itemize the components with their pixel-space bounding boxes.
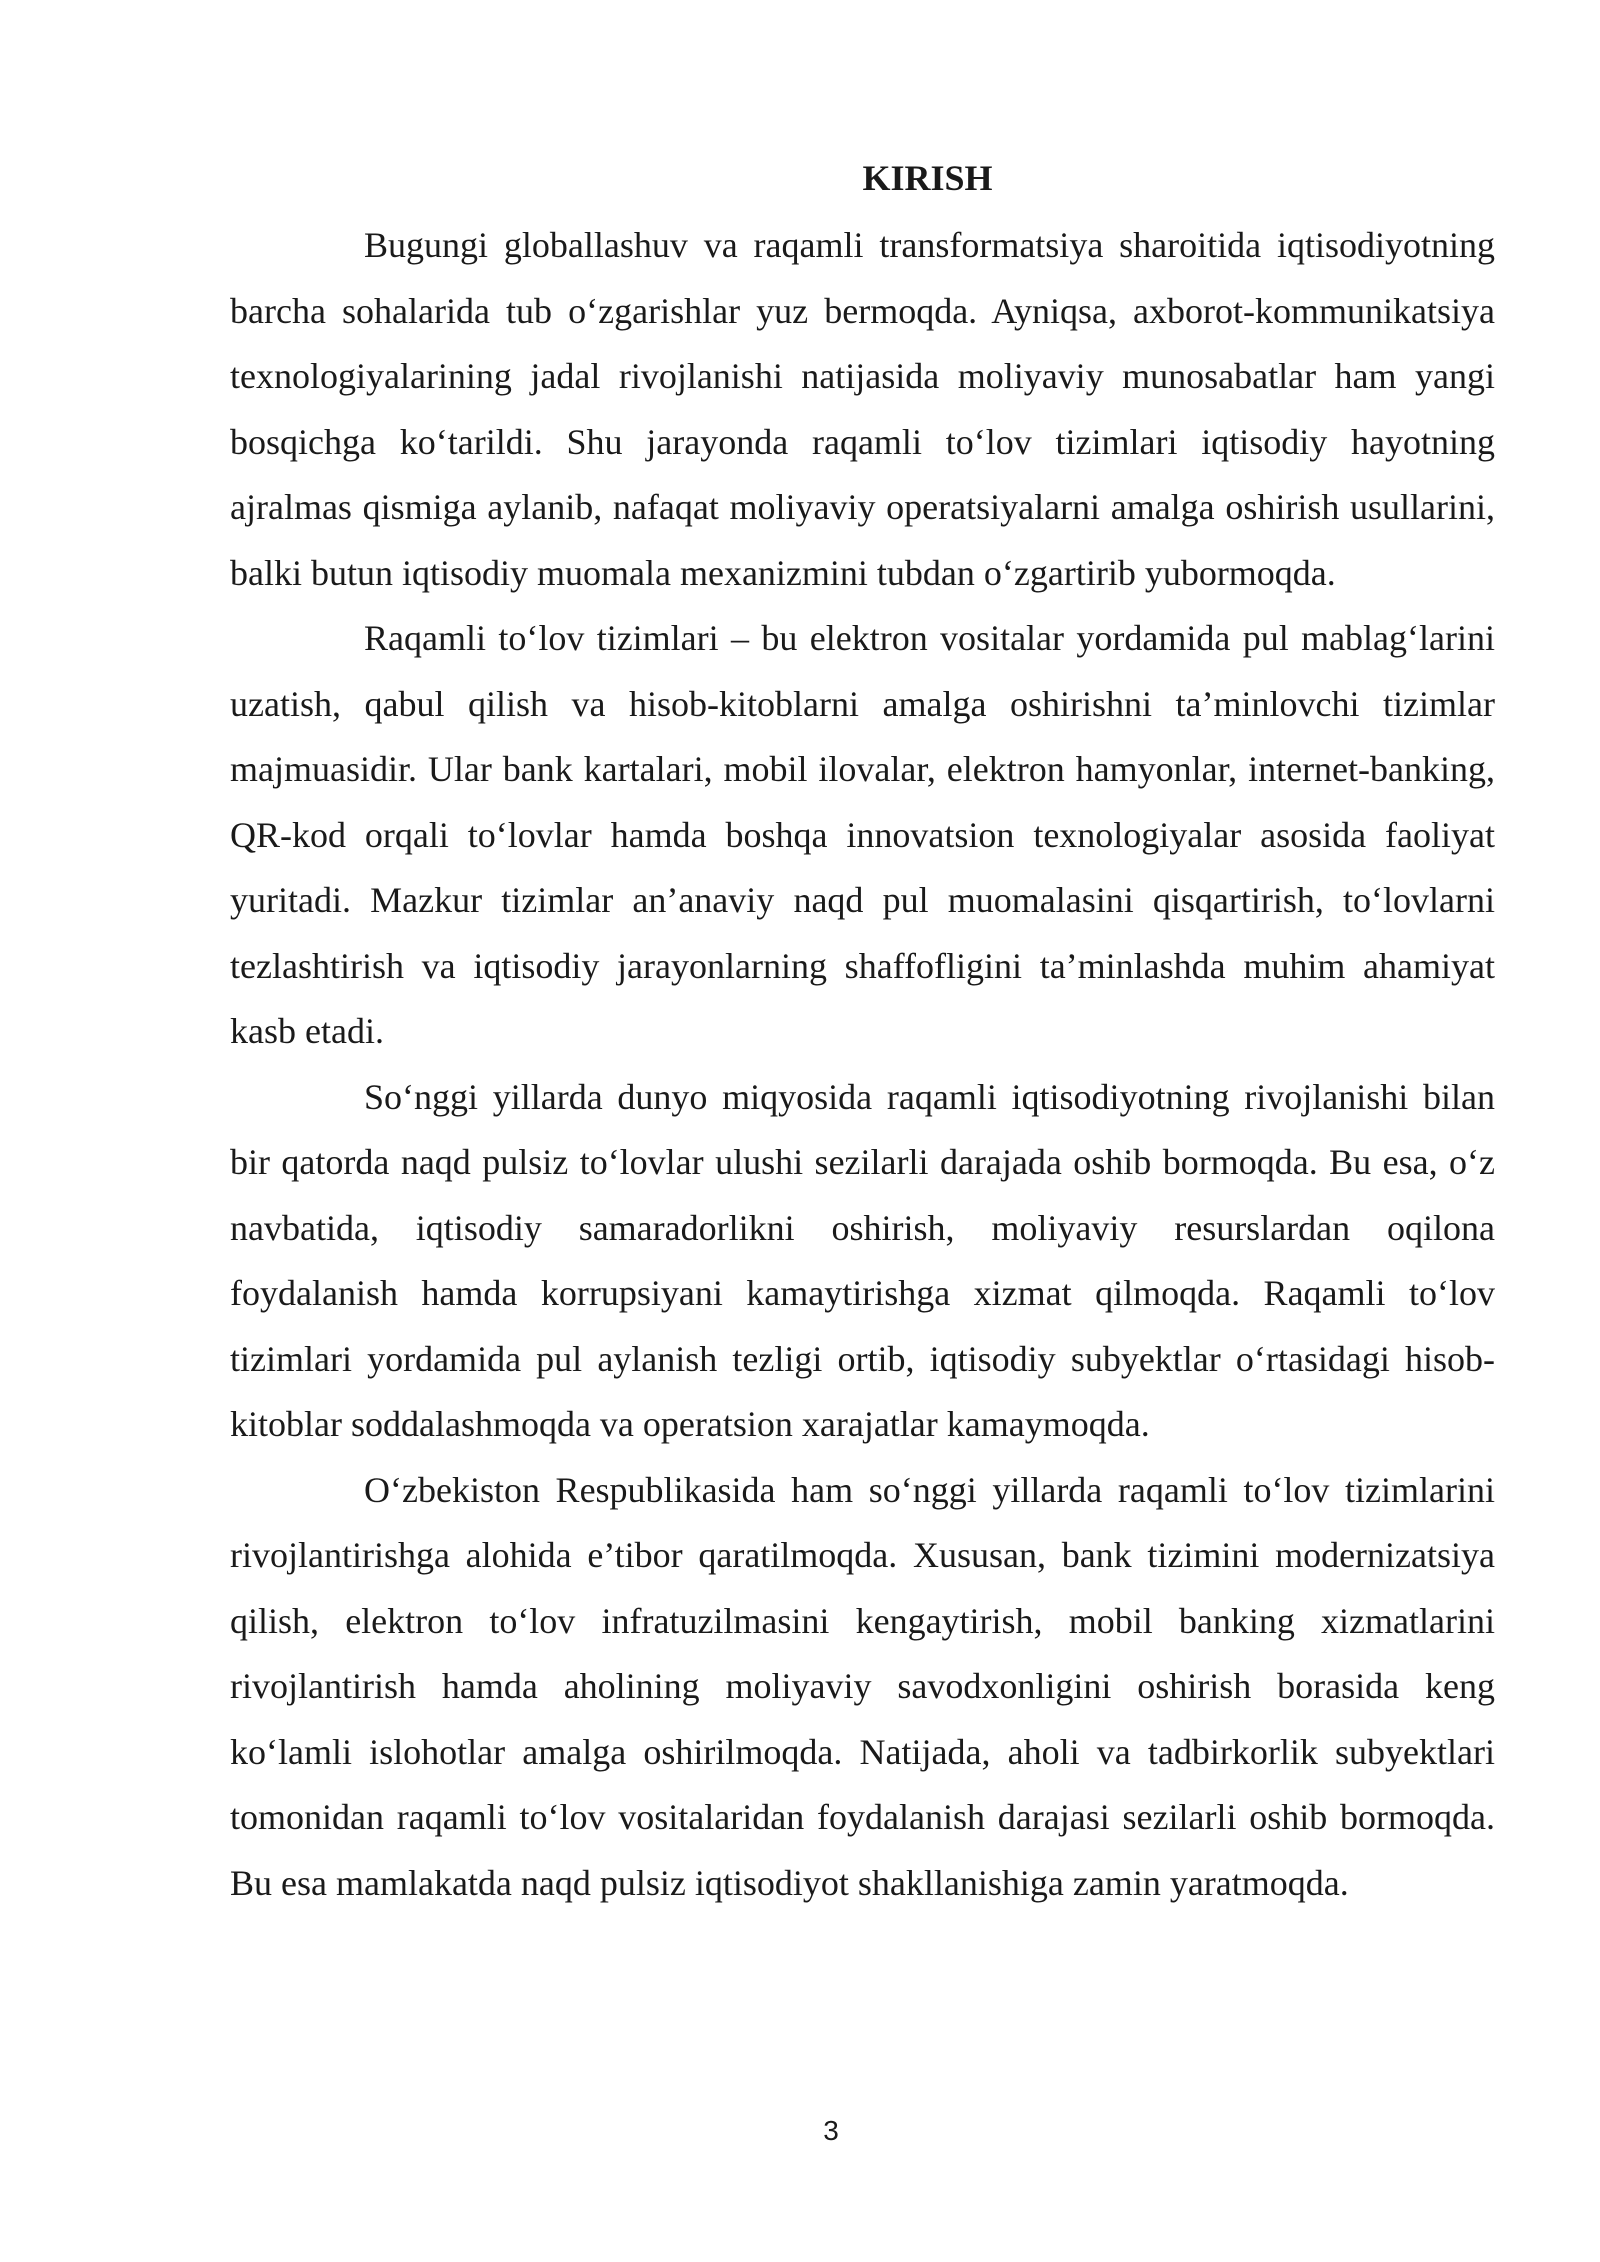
paragraph-3: So‘nggi yillarda dunyo miqyosida raqamli iqtisodiyotning rivojlanishi bilan bir qatorda naqd pulsiz to‘lovlar ulushi sezilarli darajada oshib bormoqda. Bu esa, o‘z navbatida, iqtisodiy samaradorlikni oshirish, moliyaviy resurslardan oqilona foydalanish hamda korrupsiyani kamaytirishga xizmat qilmoqda. Raqamli to‘lov tizimlari yordamida pul aylanish tezligi ortib, iqtisodiy subyektlar o‘rtasidagi hisob-kitoblar soddalashmoqda va operatsion xarajatlar kamaymoqda. — [230, 1076, 1495, 1444]
paragraph-4: O‘zbekiston Respublikasida ham so‘nggi yillarda raqamli to‘lov tizimlarini rivojlantirishga alohida e’tibor qaratilmoqda. Xususan, bank tizimini modernizatsiya qilish, elektron to‘lov infratuzilmasini kengaytirish, mobil banking xizmatlarini rivojlantirish hamda aholining moliyaviy savodxonligini oshirish borasida keng ko‘lamli islohotlar amalga oshirilmoqda. Natijada, aholi va tadbirkorlik subyektlari tomonidan raqamli to‘lov vositalaridan foydalanish darajasi sezilarli oshib bormoqda. Bu esa mamlakatda naqd pulsiz iqtisodiyot shakllanishiga zamin yaratmoqda. — [230, 1469, 1495, 1903]
page-content — [230, 148, 1495, 1916]
page-number: 3 — [823, 2115, 839, 2146]
paragraph-2: Raqamli to‘lov tizimlari – bu elektron vositalar yordamida pul mablag‘larini uzatish, qabul qilish va hisob-kitoblarni amalga oshirishni ta’minlovchi tizimlar majmuasidir. Ular bank kartalari, mobil ilovalar, elektron hamyonlar, internet-banking, QR-kod orqali to‘lovlar hamda boshqa innovatsion texnologiyalar asosida faoliyat yuritadi. Mazkur tizimlar an’anaviy naqd pul muomalasini qisqartirish, to‘lovlarni tezlashtirish va iqtisodiy jarayonlarning shaffofligini ta’minlashda muhim ahamiyat kasb etadi. — [230, 618, 1495, 1051]
section-title: KIRISH — [862, 158, 993, 198]
paragraph-1: Bugungi globallashuv va raqamli transformatsiya sharoitida iqtisodiyotning barcha sohalarida tub o‘zgarishlar yuz bermoqda. Ayniqsa, axborot-kommunikatsiya texnologiyalarining jadal rivojlanishi natijasida moliyaviy munosabatlar ham yangi bosqichga ko‘tarildi. Shu jarayonda raqamli to‘lov tizimlari iqtisodiy hayotning ajralmas qismiga aylanib, nafaqat moliyaviy operatsiyalarni amalga oshirish usullarini, balki butun iqtisodiy muomala mexanizmini tubdan o‘zgartirib yubormoqda. — [230, 225, 1495, 593]
